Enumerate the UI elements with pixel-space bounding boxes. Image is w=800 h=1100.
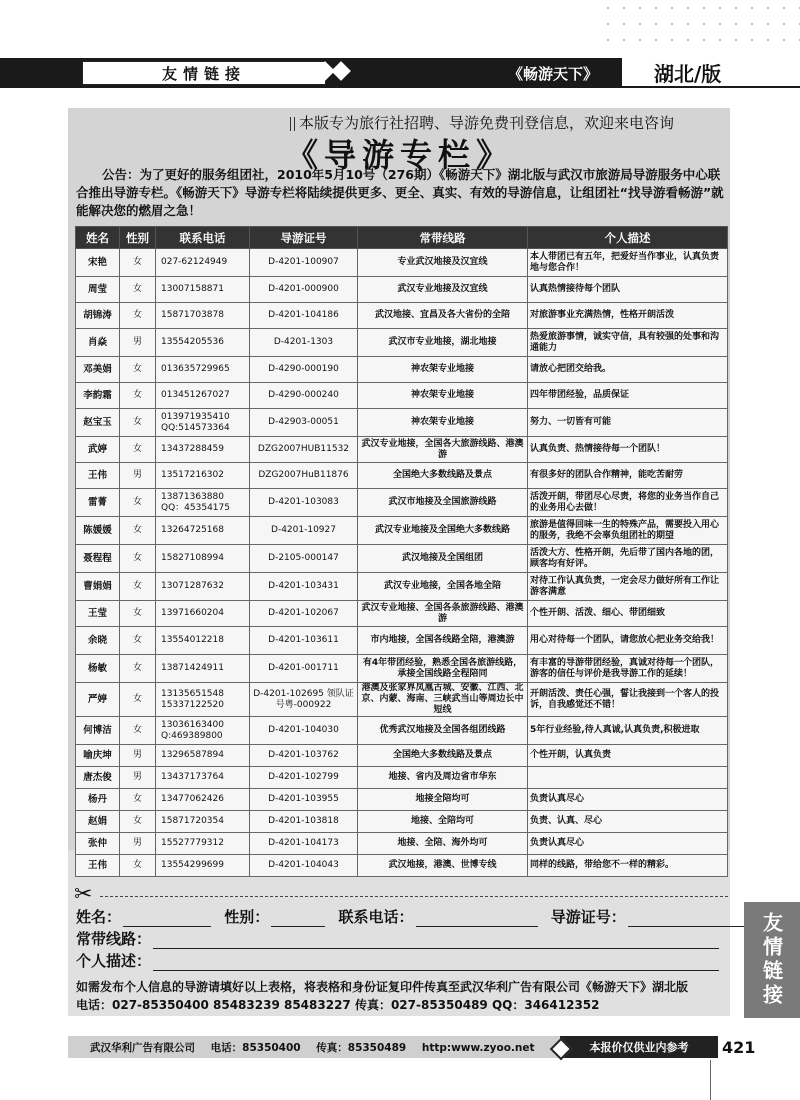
cell-name: 邓美娟 xyxy=(76,357,120,383)
table-row xyxy=(76,573,728,601)
cell-license: DZG2007HuB11876 xyxy=(250,463,358,489)
cell-gender: 男 xyxy=(120,767,156,789)
cell-phone: 13071287632 xyxy=(156,573,250,601)
cell-desc: 同样的线路，带给您不一样的精彩。 xyxy=(528,855,728,877)
section-label: 友情链接 xyxy=(82,61,326,85)
cell-gender: 女 xyxy=(120,655,156,683)
cell-name: 赵娟 xyxy=(76,811,120,833)
cell-name: 胡锦涛 xyxy=(76,303,120,329)
cell-desc xyxy=(528,767,728,789)
cell-phone: 13477062426 xyxy=(156,789,250,811)
cell-name: 张仲 xyxy=(76,833,120,855)
cell-desc: 个性开朗，认真负责 xyxy=(528,745,728,767)
cell-gender: 女 xyxy=(120,383,156,409)
cell-phone: 15871703878 xyxy=(156,303,250,329)
cell-license: D-4201-103083 xyxy=(250,489,358,517)
cell-gender: 男 xyxy=(120,463,156,489)
cell-desc: 四年带团经验，品质保证 xyxy=(528,383,728,409)
cell-phone: 13264725168 xyxy=(156,517,250,545)
cell-name: 李韵霜 xyxy=(76,383,120,409)
cell-gender: 女 xyxy=(120,717,156,745)
cell-name: 喻庆坤 xyxy=(76,745,120,767)
submission-note xyxy=(76,978,736,1014)
route-label: 常带线路： xyxy=(76,930,152,948)
cell-desc: 热爱旅游事情，诚实守信，具有较强的处事和沟通能力 xyxy=(528,329,728,357)
cell-gender: 男 xyxy=(120,833,156,855)
desc-label: 个人描述： xyxy=(76,952,152,970)
announcement-text: 公告：为了更好的服务组团社，2010年5月10号（276期）《畅游天下》湖北版与武汉市旅游局导游服务中心联合推出导游专栏。《畅游天下》导游专栏将陆续提供更多、更全、真实、有效的导游信息，让组团社“找导游看畅游”就能解决您的燃眉之急！ xyxy=(76,167,724,218)
cell-phone: 013451267027 xyxy=(156,383,250,409)
cell-license: D-4201-102799 xyxy=(250,767,358,789)
cell-license: D-42903-00051 xyxy=(250,409,358,437)
table-row xyxy=(76,811,728,833)
cell-gender: 女 xyxy=(120,601,156,627)
cell-desc: 有丰富的导游带团经验，真诚对待每一个团队，游客的信任与评价是我导游工作的延续！ xyxy=(528,655,728,683)
cell-license: D-4201-103818 xyxy=(250,811,358,833)
divider xyxy=(710,1060,711,1100)
cell-name: 陈媛媛 xyxy=(76,517,120,545)
cell-desc: 对待工作认真负责，一定会尽力做好所有工作让游客满意 xyxy=(528,573,728,601)
cell-route: 武汉地接，港澳、世博专线 xyxy=(358,855,528,877)
double-bar-icon xyxy=(290,117,295,131)
table-row xyxy=(76,655,728,683)
gender-label: 性别： xyxy=(224,908,270,926)
cell-name: 武婷 xyxy=(76,437,120,463)
cell-desc: 有很多好的团队合作精神，能吃苦耐劳 xyxy=(528,463,728,489)
cell-phone: 15527779312 xyxy=(156,833,250,855)
cell-license: D-4201-001711 xyxy=(250,655,358,683)
table-row xyxy=(76,627,728,655)
guide-table xyxy=(75,226,728,877)
cell-gender: 女 xyxy=(120,437,156,463)
cell-route: 港澳及张家界凤凰古城、安徽、江西、北京、内蒙、海南、三峡武当山等周边长中短线 xyxy=(358,683,528,717)
cell-license: D-4201-10927 xyxy=(250,517,358,545)
table-row xyxy=(76,383,728,409)
cell-license: D-4201-103762 xyxy=(250,745,358,767)
cell-route: 武汉市专业地接，湖北地接 xyxy=(358,329,528,357)
cell-route: 神农架专业地接 xyxy=(358,409,528,437)
cell-phone: 013635729965 xyxy=(156,357,250,383)
cell-phone: 13554299699 xyxy=(156,855,250,877)
cell-phone: 15827108994 xyxy=(156,545,250,573)
cell-name: 赵宝玉 xyxy=(76,409,120,437)
cell-desc: 认真负责、热情接待每一个团队！ xyxy=(528,437,728,463)
dot-pattern xyxy=(600,0,800,52)
cell-phone: 13437173764 xyxy=(156,767,250,789)
cell-phone: 013971935410 QQ:514573364 xyxy=(156,409,250,437)
scissors-icon: ✂ xyxy=(74,882,93,907)
cell-gender: 女 xyxy=(120,357,156,383)
cell-name: 王莹 xyxy=(76,601,120,627)
cell-route: 专业武汉地接及汉宜线 xyxy=(358,249,528,277)
cell-license: D-4201-102067 xyxy=(250,601,358,627)
cell-route: 武汉专业地接，全国各地全陪 xyxy=(358,573,528,601)
cell-name: 肖焱 xyxy=(76,329,120,357)
cell-phone: 13296587894 xyxy=(156,745,250,767)
cell-desc: 个性开朗、活泼、细心、带团细致 xyxy=(528,601,728,627)
cell-name: 何博洁 xyxy=(76,717,120,745)
cell-gender: 女 xyxy=(120,545,156,573)
table-row xyxy=(76,717,728,745)
cell-license: D-4201-104030 xyxy=(250,717,358,745)
footer-info xyxy=(90,1040,547,1055)
note-line: 如需发布个人信息的导游请填好以上表格，将表格和身份证复印件传真至武汉华利广告有限公司《畅游天下》湖北版 xyxy=(76,980,689,994)
cell-gender: 女 xyxy=(120,517,156,545)
cell-phone: 13437288459 xyxy=(156,437,250,463)
footer-reference: 本报价仅供业内参考 xyxy=(560,1036,718,1058)
table-row xyxy=(76,437,728,463)
table-row xyxy=(76,249,728,277)
table-header xyxy=(76,227,728,249)
cell-route: 有4年带团经验，熟悉全国各旅游线路，承接全国线路全程陪同 xyxy=(358,655,528,683)
cell-gender: 女 xyxy=(120,489,156,517)
cell-phone: 13554205536 xyxy=(156,329,250,357)
cell-desc: 活泼大方、性格开朗，先后带了国内各地的团，顾客均有好评。 xyxy=(528,545,728,573)
cell-license: D-4201-104186 xyxy=(250,303,358,329)
cell-route: 神农架专业地接 xyxy=(358,383,528,409)
cell-license: D-4201-102695 领队证号粤-000922 xyxy=(250,683,358,717)
side-tab: 友情链接 xyxy=(744,902,800,1018)
cell-license: D-4201-1303 xyxy=(250,329,358,357)
cell-route: 武汉地接及全国组团 xyxy=(358,545,528,573)
cell-route: 武汉地接、宜昌及各大省份的全陪 xyxy=(358,303,528,329)
phone-field[interactable] xyxy=(416,912,538,927)
cell-name: 杨丹 xyxy=(76,789,120,811)
cell-gender: 女 xyxy=(120,277,156,303)
cell-desc: 负责、认真、尽心 xyxy=(528,811,728,833)
gender-field[interactable] xyxy=(271,912,325,927)
cell-gender: 男 xyxy=(120,745,156,767)
cell-license: D-4201-104173 xyxy=(250,833,358,855)
cell-route: 地接、全陪均可 xyxy=(358,811,528,833)
col-header: 个人描述 xyxy=(528,227,728,249)
cell-name: 严婷 xyxy=(76,683,120,717)
cell-license: D-4201-100907 xyxy=(250,249,358,277)
phone-label: 联系电话： xyxy=(338,908,414,926)
cell-name: 宋艳 xyxy=(76,249,120,277)
name-field[interactable] xyxy=(123,912,211,927)
column-title: 《导游专栏》 xyxy=(285,136,514,174)
cell-license: D-4201-104043 xyxy=(250,855,358,877)
cell-name: 曹娟娟 xyxy=(76,573,120,601)
cell-gender: 女 xyxy=(120,627,156,655)
desc-field[interactable] xyxy=(153,956,719,971)
cell-gender: 女 xyxy=(120,811,156,833)
cell-name: 王伟 xyxy=(76,463,120,489)
cell-route: 市内地接，全国各线路全陪，港澳游 xyxy=(358,627,528,655)
col-header: 姓名 xyxy=(76,227,120,249)
table-row xyxy=(76,789,728,811)
cell-gender: 男 xyxy=(120,329,156,357)
cell-desc: 认真热情接待每个团队 xyxy=(528,277,728,303)
cell-desc: 5年行业经验,待人真诚,认真负责,积极进取 xyxy=(528,717,728,745)
cell-desc: 负责认真尽心 xyxy=(528,789,728,811)
table-row xyxy=(76,489,728,517)
license-label: 导游证号： xyxy=(550,908,626,926)
col-header: 联系电话 xyxy=(156,227,250,249)
table-row xyxy=(76,683,728,717)
cell-license: D-4201-103431 xyxy=(250,573,358,601)
cell-name: 王伟 xyxy=(76,855,120,877)
cell-phone: 027-62124949 xyxy=(156,249,250,277)
cell-phone: 15871720354 xyxy=(156,811,250,833)
cell-gender: 女 xyxy=(120,409,156,437)
contact-line: 电话：027-85350400 85483239 85483227 传真：027-85350489 QQ：346412352 xyxy=(76,998,600,1012)
col-header: 性别 xyxy=(120,227,156,249)
cell-license: D-4201-103955 xyxy=(250,789,358,811)
cell-phone: 13971660204 xyxy=(156,601,250,627)
table-row xyxy=(76,329,728,357)
footer-phone: 电话：85350400 xyxy=(210,1042,301,1054)
footer-fax: 传真：85350489 xyxy=(316,1042,407,1054)
cell-phone: 13871363880 QQ：45354175 xyxy=(156,489,250,517)
table-row xyxy=(76,745,728,767)
cell-name: 周莹 xyxy=(76,277,120,303)
brand-name: 《畅游天下》 xyxy=(508,64,599,83)
cell-desc: 努力、一切皆有可能 xyxy=(528,409,728,437)
table-row xyxy=(76,855,728,877)
diamond-icon xyxy=(331,61,351,81)
cell-license: DZG2007HUB11532 xyxy=(250,437,358,463)
cell-route: 地接、省内及周边省市华东 xyxy=(358,767,528,789)
footer-company: 武汉华利广告有限公司 xyxy=(90,1042,195,1054)
cell-desc: 用心对待每一个团队，请您放心把业务交给我！ xyxy=(528,627,728,655)
cell-name: 唐杰俊 xyxy=(76,767,120,789)
table-row xyxy=(76,545,728,573)
cell-desc: 开朗活泼、责任心强，誓让我接到一个客人的投诉，自我感觉还不错！ xyxy=(528,683,728,717)
table-row xyxy=(76,357,728,383)
table-row xyxy=(76,767,728,789)
cell-route: 全国绝大多数线路及景点 xyxy=(358,463,528,489)
cell-license: D-2105-000147 xyxy=(250,545,358,573)
cell-name: 雷菁 xyxy=(76,489,120,517)
cell-gender: 女 xyxy=(120,303,156,329)
col-header: 导游证号 xyxy=(250,227,358,249)
cell-desc: 本人带团已有五年，把爱好当作事业，认真负责地与您合作！ xyxy=(528,249,728,277)
cell-route: 武汉专业地接、全国各条旅游线路、港澳游 xyxy=(358,601,528,627)
cell-desc: 负责认真尽心 xyxy=(528,833,728,855)
route-field[interactable] xyxy=(153,934,719,949)
footer-url[interactable]: http:www.zyoo.net xyxy=(421,1042,535,1054)
cell-gender: 女 xyxy=(120,855,156,877)
name-label: 姓名： xyxy=(76,908,122,926)
cell-desc: 旅游是值得回味一生的特殊产品，需要投入用心的服务，我绝不会辜负组团社的期望 xyxy=(528,517,728,545)
cut-line xyxy=(100,896,728,897)
cell-route: 神农架专业地接 xyxy=(358,357,528,383)
table-row xyxy=(76,517,728,545)
table-row xyxy=(76,303,728,329)
cell-route: 武汉专业地接及汉宜线 xyxy=(358,277,528,303)
table-row xyxy=(76,601,728,627)
cell-route: 优秀武汉地接及全国各组团线路 xyxy=(358,717,528,745)
cell-name: 杨敏 xyxy=(76,655,120,683)
cell-license: D-4201-103611 xyxy=(250,627,358,655)
cell-desc: 活泼开朗，带团尽心尽责，将您的业务当作自己的业务用心去做！ xyxy=(528,489,728,517)
cell-route: 武汉专业地接及全国绝大多数线路 xyxy=(358,517,528,545)
cell-phone: 13554012218 xyxy=(156,627,250,655)
cell-route: 武汉市地接及全国旅游线路 xyxy=(358,489,528,517)
form-row-1 xyxy=(76,906,754,927)
cell-gender: 女 xyxy=(120,573,156,601)
cell-gender: 女 xyxy=(120,249,156,277)
cell-license: D-4290-000240 xyxy=(250,383,358,409)
col-header: 常带线路 xyxy=(358,227,528,249)
cell-gender: 女 xyxy=(120,683,156,717)
cell-route: 全国绝大多数线路及景点 xyxy=(358,745,528,767)
cell-license: D-4201-000900 xyxy=(250,277,358,303)
cell-phone: 13871424911 xyxy=(156,655,250,683)
cell-name: 聂程程 xyxy=(76,545,120,573)
table-row xyxy=(76,277,728,303)
cell-route: 地接全陪均可 xyxy=(358,789,528,811)
license-field[interactable] xyxy=(628,912,746,927)
form-row-2 xyxy=(76,928,727,949)
header-bar xyxy=(0,58,800,88)
table-row xyxy=(76,463,728,489)
table-row xyxy=(76,833,728,855)
cell-phone: 13135651548 15337122520 xyxy=(156,683,250,717)
cell-name: 余晓 xyxy=(76,627,120,655)
edition-label: 湖北/版 xyxy=(622,58,800,88)
cell-phone: 13517216302 xyxy=(156,463,250,489)
cell-gender: 女 xyxy=(120,789,156,811)
cell-phone: 13007158871 xyxy=(156,277,250,303)
form-row-3 xyxy=(76,950,727,971)
cell-license: D-4290-000190 xyxy=(250,357,358,383)
cell-desc: 对旅游事业充满热情，性格开朗活泼 xyxy=(528,303,728,329)
table-row xyxy=(76,409,728,437)
cell-desc: 请放心把团交给我。 xyxy=(528,357,728,383)
page-number: 421 xyxy=(722,1038,756,1057)
cell-phone: 13036163400 Q:469389800 xyxy=(156,717,250,745)
notice-text: 本版专为旅行社招聘、导游免费刊登信息，欢迎来电咨询 xyxy=(299,114,675,132)
cell-route: 武汉专业地接，全国各大旅游线路、港澳游 xyxy=(358,437,528,463)
cell-route: 地接、全陪、海外均可 xyxy=(358,833,528,855)
announcement xyxy=(76,166,728,220)
